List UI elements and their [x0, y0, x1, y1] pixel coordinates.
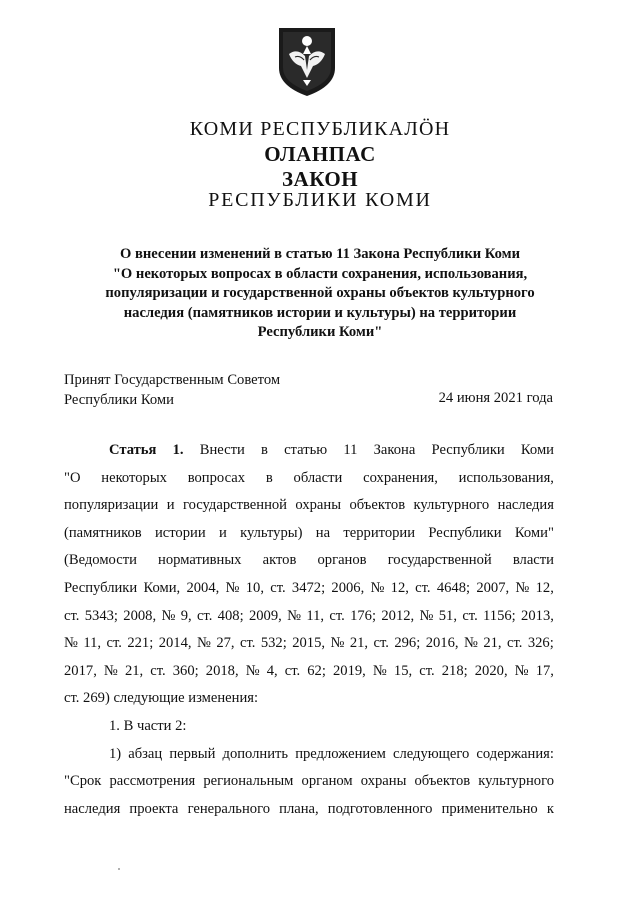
- law-title-line: "О некоторых вопросах в области сохранения, использования,: [112, 265, 528, 282]
- body-word: 21,: [483, 635, 502, 652]
- body-word: 360;: [172, 662, 199, 679]
- body-word: 2016,: [425, 635, 459, 652]
- body-word: объектов: [414, 773, 471, 790]
- body-line: [64, 745, 554, 773]
- body-word: области: [293, 469, 343, 486]
- body-word: ст. 269) следующие изменения:: [64, 690, 259, 707]
- body-word: ст.: [196, 607, 213, 624]
- adoption-line: Республики Коми: [64, 391, 174, 408]
- scan-speck: [118, 868, 120, 870]
- body-word: Республики: [64, 579, 138, 596]
- law-title: [60, 245, 580, 343]
- body-word: актов: [262, 552, 297, 569]
- body-word: применительно: [441, 800, 538, 817]
- body-word: органом: [301, 773, 353, 790]
- adoption-date: 24 июня 2021 года: [438, 390, 553, 406]
- body-word: 532;: [260, 635, 287, 652]
- body-word: 1156;: [483, 607, 516, 624]
- body-word: 2017,: [64, 662, 97, 679]
- body-word: Закона: [373, 442, 416, 458]
- body-word: 12,: [535, 579, 554, 596]
- body-word: (Ведомости: [64, 552, 137, 569]
- body-word: №: [372, 662, 387, 679]
- body-word: наследия: [497, 497, 554, 514]
- body-word: популяризации: [64, 497, 159, 514]
- body-word: 1. В части 2:: [109, 717, 187, 734]
- body-word: охраны: [360, 773, 407, 790]
- body-word: №: [370, 579, 385, 596]
- body-word: №: [419, 607, 434, 624]
- body-word: ст.: [284, 662, 301, 679]
- body-word: сохранения,: [363, 469, 438, 486]
- body-word: охраны: [295, 497, 342, 514]
- body-word: 2014,: [158, 635, 192, 652]
- body-word: "Срок: [64, 773, 102, 790]
- body-word: ст.: [270, 579, 286, 596]
- body-word: №: [515, 579, 530, 596]
- body-word: Внести: [199, 442, 245, 458]
- body-word: нормативных: [158, 552, 242, 569]
- body-line: [64, 772, 554, 800]
- body-word: вопросах: [187, 469, 246, 486]
- body-line: [64, 551, 554, 579]
- body-word: 15,: [393, 662, 413, 679]
- body-word: ст.: [239, 635, 256, 652]
- body-word: культуры): [240, 524, 303, 541]
- body-word: (памятников: [64, 524, 142, 541]
- body-word: №: [245, 662, 260, 679]
- body-word: истории: [154, 524, 206, 541]
- body-line: [64, 524, 554, 552]
- article-body: [64, 441, 554, 827]
- header-republic: РЕСПУБЛИКИ КОМИ: [208, 189, 432, 211]
- body-word: в: [265, 469, 273, 486]
- body-word: следующего: [393, 745, 470, 762]
- body-line: [64, 607, 554, 635]
- body-word: Республики: [431, 442, 505, 458]
- body-word: 2004,: [186, 579, 220, 596]
- body-word: некоторых: [101, 469, 167, 486]
- body-line: [64, 689, 554, 717]
- body-word: 17,: [535, 662, 554, 679]
- body-word: 12,: [390, 579, 409, 596]
- body-word: ст.: [419, 662, 435, 679]
- body-word: 2007,: [476, 579, 510, 596]
- body-word: статью: [284, 442, 328, 458]
- header-komi-line: КОМИ РЕСПУБЛИКАЛӦН: [189, 118, 451, 140]
- body-word: 218;: [441, 662, 468, 679]
- body-line: [64, 469, 554, 497]
- body-word: наследия: [64, 800, 121, 817]
- body-word: 2018,: [205, 662, 239, 679]
- body-word: №: [225, 579, 240, 596]
- body-line: [64, 579, 554, 607]
- body-word: культурного: [413, 497, 490, 514]
- body-word: 9,: [180, 607, 192, 624]
- header-olanpas: ОЛАНПАС: [264, 142, 376, 166]
- body-word: "О: [64, 469, 81, 486]
- body-word: №: [287, 607, 302, 624]
- body-word: и: [218, 524, 227, 541]
- adoption-info: [64, 371, 280, 410]
- body-word: №: [64, 635, 78, 652]
- body-word: ст.: [506, 635, 523, 652]
- header-zakon: ЗАКОН: [281, 167, 359, 191]
- body-word: Коми,: [143, 579, 181, 596]
- body-word: №: [463, 635, 478, 652]
- law-title-line: наследия (памятников истории и культуры) на территории: [123, 304, 517, 321]
- body-word: ст.: [64, 607, 80, 624]
- body-word: Республики: [428, 524, 502, 541]
- body-word: 4648;: [436, 579, 471, 596]
- body-word: 1): [109, 745, 122, 762]
- body-word: использования,: [458, 469, 554, 486]
- body-word: 326;: [527, 635, 554, 652]
- body-word: ст.: [415, 579, 431, 596]
- body-word: ст.: [329, 607, 345, 624]
- body-line: [64, 717, 554, 745]
- body-word: рассмотрения: [109, 773, 196, 790]
- body-word: 1.: [172, 442, 184, 458]
- body-word: и: [166, 497, 175, 514]
- body-word: 221;: [127, 635, 154, 652]
- body-word: 27,: [216, 635, 235, 652]
- body-line: [64, 496, 554, 524]
- body-word: дополнить: [222, 745, 289, 762]
- body-word: ст.: [462, 607, 478, 624]
- body-word: 11,: [306, 607, 325, 624]
- body-word: 2013,: [521, 607, 554, 624]
- body-word: власти: [512, 552, 554, 569]
- body-word: Статья: [109, 442, 157, 458]
- body-word: 3472;: [291, 579, 326, 596]
- body-word: 51,: [438, 607, 457, 624]
- body-word: 2012,: [381, 607, 415, 624]
- body-word: плана,: [279, 800, 319, 817]
- body-word: 296;: [394, 635, 421, 652]
- body-word: 408;: [217, 607, 244, 624]
- body-word: подготовленного: [327, 800, 433, 817]
- body-word: №: [161, 607, 176, 624]
- body-word: объектов: [349, 497, 406, 514]
- body-line: [64, 441, 554, 469]
- body-word: 21,: [124, 662, 144, 679]
- body-word: к: [546, 800, 554, 817]
- body-word: территории: [343, 524, 416, 541]
- body-word: №: [330, 635, 345, 652]
- body-line: [64, 800, 554, 828]
- body-word: ст.: [106, 635, 122, 652]
- body-word: 11: [343, 442, 358, 458]
- body-word: 2009,: [248, 607, 282, 624]
- body-word: содержания:: [476, 745, 554, 762]
- body-word: на: [315, 524, 331, 541]
- body-word: №: [196, 635, 211, 652]
- body-word: 21,: [349, 635, 369, 652]
- law-title-line: Республики Коми": [257, 324, 383, 341]
- body-word: 10,: [245, 579, 264, 596]
- body-word: ст.: [373, 635, 389, 652]
- law-title-line: популяризации и государственной охраны объектов культурного: [105, 285, 535, 302]
- body-word: в: [260, 442, 268, 458]
- body-word: 2019,: [332, 662, 366, 679]
- body-line: [64, 634, 554, 662]
- body-word: абзац: [128, 745, 163, 762]
- body-word: №: [514, 662, 529, 679]
- komi-coat-of-arms-icon: [275, 24, 339, 98]
- body-word: предложением: [295, 745, 386, 762]
- law-title-line: О внесении изменений в статью 11 Закона Республики Коми: [119, 246, 521, 262]
- body-word: 4,: [266, 662, 278, 679]
- body-word: органов: [317, 552, 367, 569]
- body-line: [64, 662, 554, 690]
- body-word: 2015,: [292, 635, 326, 652]
- body-word: 2020,: [474, 662, 508, 679]
- body-word: проекта: [129, 800, 179, 817]
- body-word: 5343;: [84, 607, 118, 624]
- body-word: №: [103, 662, 118, 679]
- body-word: 176;: [350, 607, 377, 624]
- body-word: культурного: [478, 773, 554, 790]
- body-word: ст.: [150, 662, 166, 679]
- body-word: государственной: [182, 497, 287, 514]
- body-word: первый: [169, 745, 216, 762]
- body-word: генерального: [187, 800, 270, 817]
- body-word: государственной: [387, 552, 492, 569]
- adoption-line: Принят Государственным Советом: [64, 372, 281, 388]
- body-word: 2008,: [123, 607, 157, 624]
- body-word: Коми": [514, 524, 554, 541]
- body-word: Коми: [520, 442, 554, 458]
- body-word: 11,: [83, 635, 102, 652]
- body-word: 2006,: [331, 579, 365, 596]
- body-word: региональным: [203, 773, 294, 790]
- body-word: 62;: [307, 662, 326, 679]
